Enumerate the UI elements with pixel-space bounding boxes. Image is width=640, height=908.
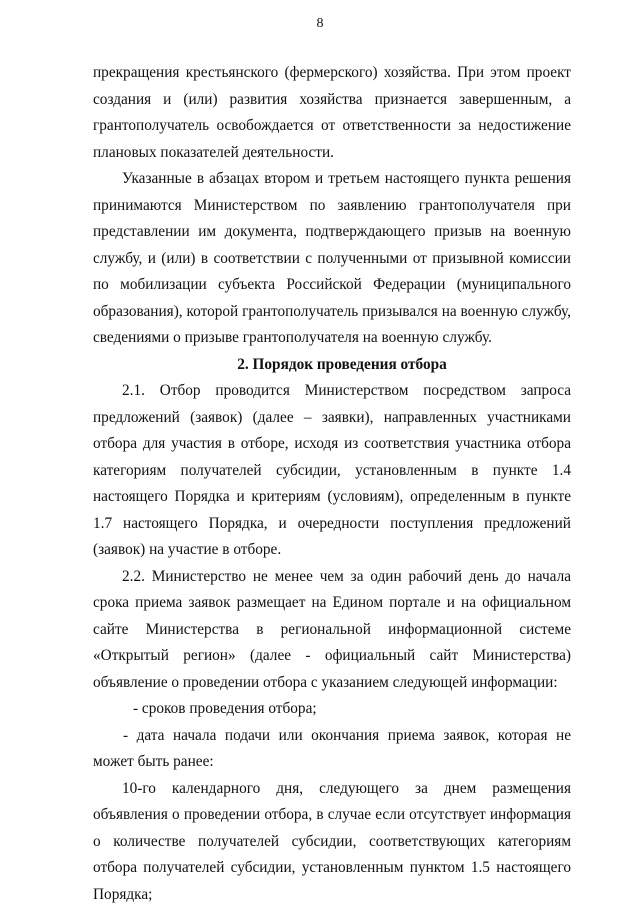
paragraph-ministry-decision: Указанные в абзацах втором и третьем настоящего пункта решения принимаются Министерством по заявлению грантополучателя при представлении им документа, подтверждающего призыв на военную службу, и (или) в соответствии с полученными от призывной комиссии по мобилизации субъекта Российской Федерации (муниципального образования), которой грантополучатель призывался на военную службу, сведениями о призыве грантополучателя на военную службу. <box>93 166 571 352</box>
list-item-start-date: - дата начала подачи или окончания приема заявок, которая не может быть ранее: <box>93 723 571 776</box>
paragraph-2-1: 2.1. Отбор проводится Министерством посредством запроса предложений (заявок) (далее – заявки), направленных участниками отбора для участия в отборе, исходя из соответствия участника отбора категориям получателей субсидии, установленным в пункте 1.4 настоящего Порядка и критериям (условиям), определенным в пункте 1.7 настоящего Порядка, и очередности поступления предложений (заявок) на участие в отборе. <box>93 378 571 564</box>
paragraph-farm-termination: прекращения крестьянского (фермерского) хозяйства. При этом проект создания и (или) развития хозяйства признается завершенным, а грантополучатель освобождается от ответственности за недостижение плановых показателей деятельности. <box>93 60 571 166</box>
document-body <box>93 60 571 908</box>
page-number: 8 <box>0 16 640 32</box>
paragraph-tenth-day: 10-го календарного дня, следующего за днем размещения объявления о проведении отбора, в случае если отсутствует информация о количестве получателей субсидии, соответствующих категориям отбора получателей субсидии, установленным пунктом 1.5 настоящего Порядка; <box>93 776 571 908</box>
paragraph-2-2: 2.2. Министерство не менее чем за один рабочий день до начала срока приема заявок размещает на Едином портале и на официальном сайте Министерства в региональной информационной системе «Открытый регион» (далее - официальный сайт Министерства) объявление о проведении отбора с указанием следующей информации: <box>93 564 571 697</box>
section-heading: 2. Порядок проведения отбора <box>93 352 571 379</box>
list-item-deadlines: - сроков проведения отбора; <box>93 696 571 723</box>
